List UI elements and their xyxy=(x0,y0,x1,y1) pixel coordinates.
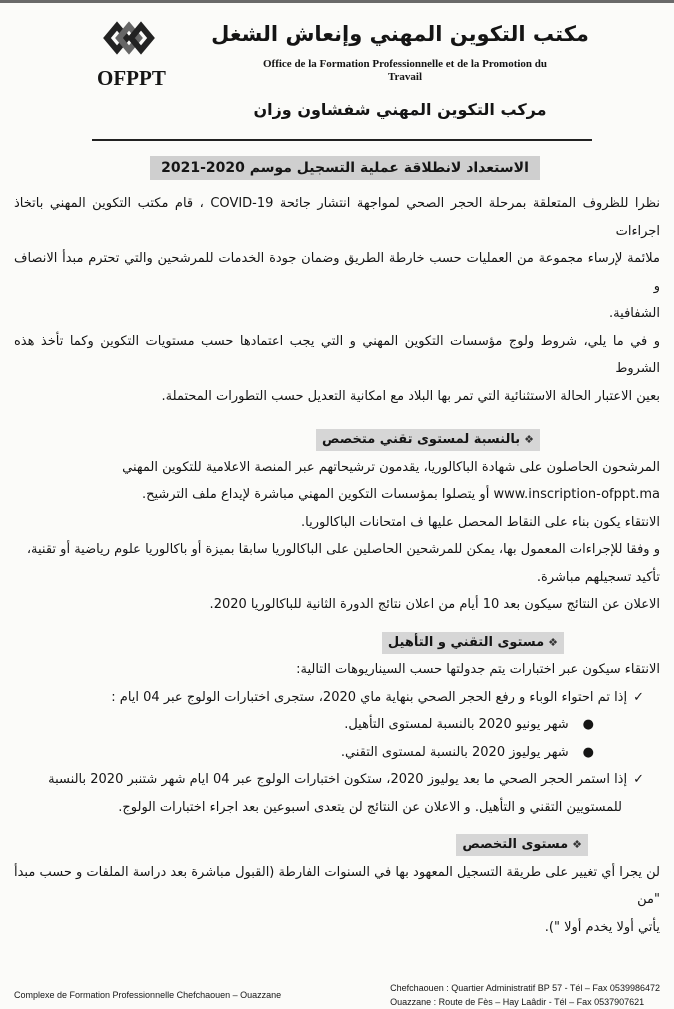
bullet-icon: ● xyxy=(582,717,594,732)
section-heading-text: بالنسبة لمستوى تقني متخصص xyxy=(322,432,521,447)
scenario-text: إذا استمر الحجر الصحي ما بعد يوليوز 2020، ستكون اختبارات الولوج عبر 04 ايام شهر شتنبر 2020 بالنسبة xyxy=(48,772,628,787)
section2-intro: الانتقاء سيكون عبر اختبارات يتم جدولتها حسب السيناريوهات التالية: xyxy=(296,662,660,677)
center-name: مركب التكوين المهني شفشاون وزان xyxy=(253,100,547,119)
document-title: الاستعداد لانطلاقة عملية التسجيل موسم 2020-2021 xyxy=(150,156,540,180)
scan-border xyxy=(0,0,674,3)
intro-line: نظرا للظروف المتعلقة بمرحلة الحجر الصحي لمواجهة انتشار جائحة COVID-19 ، قام مكتب التكوين المهني باتخاذ اجراءات xyxy=(14,196,660,239)
bullet-item xyxy=(14,711,660,739)
org-name-arabic: مكتب التكوين المهني وإنعاش الشغل xyxy=(211,22,589,46)
section1-line: الانتقاء يكون بناء على النقاط المحصل عليها ف امتحانات الباكالوريا. xyxy=(301,514,660,530)
section-heading-row xyxy=(14,831,660,859)
document-body xyxy=(14,190,660,1009)
header-divider xyxy=(92,139,592,141)
section1-line: www.inscription-ofppt.ma أو يتصلوا بمؤسسات التكوين المهني مباشرة لإيداع ملف الترشيح. xyxy=(141,487,660,502)
scenario-text: إذا تم احتواء الوباء و رفع الحجر الصحي بنهاية ماي 2020، ستجرى اختبارات الولوج عبر 04 ايام : xyxy=(111,689,628,705)
footer-address-ouazzane: Ouazzane : Route de Fès – Hay Laâdir - Tél – Fax 0537907621 xyxy=(390,997,645,1007)
footer-address-chefchaouen: Chefchaouen : Quartier Administratif BP 57 - Tél – Fax 0539986472 xyxy=(390,983,660,993)
section-heading-row xyxy=(14,629,660,657)
section1-line: تأكيد تسجيلهم مباشرة. xyxy=(536,569,660,585)
footer xyxy=(14,981,660,1009)
scenario-2 xyxy=(14,766,660,794)
intro-line: ملائمة لإرساء مجموعة من العمليات حسب خارطة الطريق وضمان جودة الخدمات للمرشحين والتي تحترم مبدأ الانصاف و xyxy=(14,251,660,294)
intro-line: و في ما يلي، شروط ولوج مؤسسات التكوين المهني و التي يجب اعتمادها حسب مستويات التكوين وكما تأخذ هذه الشروط xyxy=(14,333,660,376)
org-name-french-line2: Travail xyxy=(387,71,422,83)
section3-line: يأتي أولا يخدم أولا "). xyxy=(544,919,660,935)
section3-line: لن يجرا أي تغيير على طريقة التسجيل المعهود بها في السنوات الفارطة (القبول مباشرة بعد دراسة الملفات و حسب مبدأ "من xyxy=(14,864,660,907)
org-name-french xyxy=(200,58,610,84)
section-heading-specialized-technician xyxy=(316,429,540,451)
bullet-text: شهر يونيو 2020 بالنسبة لمستوى التأهيل. xyxy=(344,717,569,732)
ofppt-logo-icon xyxy=(103,14,155,62)
org-name-french-line1: Office de la Formation Professionnelle et de la Promotion du xyxy=(262,58,548,70)
section-heading-text: مستوى التخصص xyxy=(462,837,569,852)
logo-text: OFPPT xyxy=(97,66,166,90)
bullet-item xyxy=(14,739,660,767)
section-heading-technician-qualification xyxy=(382,632,564,654)
checkmark-icon: ✓ xyxy=(633,772,644,787)
diamond-bullet-icon: ❖ xyxy=(524,433,534,446)
diamond-bullet-icon: ❖ xyxy=(548,635,558,649)
section1-line: المرشحون الحاصلون على شهادة الباكالوريا، يقدمون ترشيحاتهم عبر المنصة الاعلامية للتكوين المهني xyxy=(122,459,660,475)
diamond-bullet-icon: ❖ xyxy=(572,838,582,851)
section1-line: و وفقا للإجراءات المعمول بها، يمكن للمرشحين الحاصلين على الباكالوريا سابقا بميزة أو باكالوريا علوم رياضية أو تقنية، xyxy=(26,542,660,557)
scenario-1 xyxy=(14,684,660,712)
footer-addresses xyxy=(390,981,660,1009)
bullet-text: شهر يوليوز 2020 بالنسبة لمستوى التقني. xyxy=(340,744,569,760)
intro-line: الشفافية. xyxy=(609,306,660,321)
section-heading-text: مستوى التقني و التأهيل xyxy=(387,634,545,650)
checkmark-icon: ✓ xyxy=(633,689,644,705)
intro-line: بعين الاعتبار الحالة الاستثنائية التي تمر بها البلاد مع امكانية التعديل حسب التطورات المحتملة. xyxy=(161,388,660,404)
scenario-2-continued: للمستويين التقني و التأهيل. و الاعلان عن النتائج لن يتعدى اسبوعين بعد اجراء اختبارات الولوج. xyxy=(118,799,622,815)
bullet-icon: ● xyxy=(582,744,594,760)
footer-complex-name: Complexe de Formation Professionnelle Chefchaouen – Ouazzane xyxy=(14,989,282,1000)
section-heading-specialization xyxy=(456,834,588,856)
section-heading-row xyxy=(14,426,660,454)
section1-line: الاعلان عن النتائج سيكون بعد 10 أيام من اعلان نتائج الدورة الثانية للباكالوريا 2020. xyxy=(209,597,660,612)
